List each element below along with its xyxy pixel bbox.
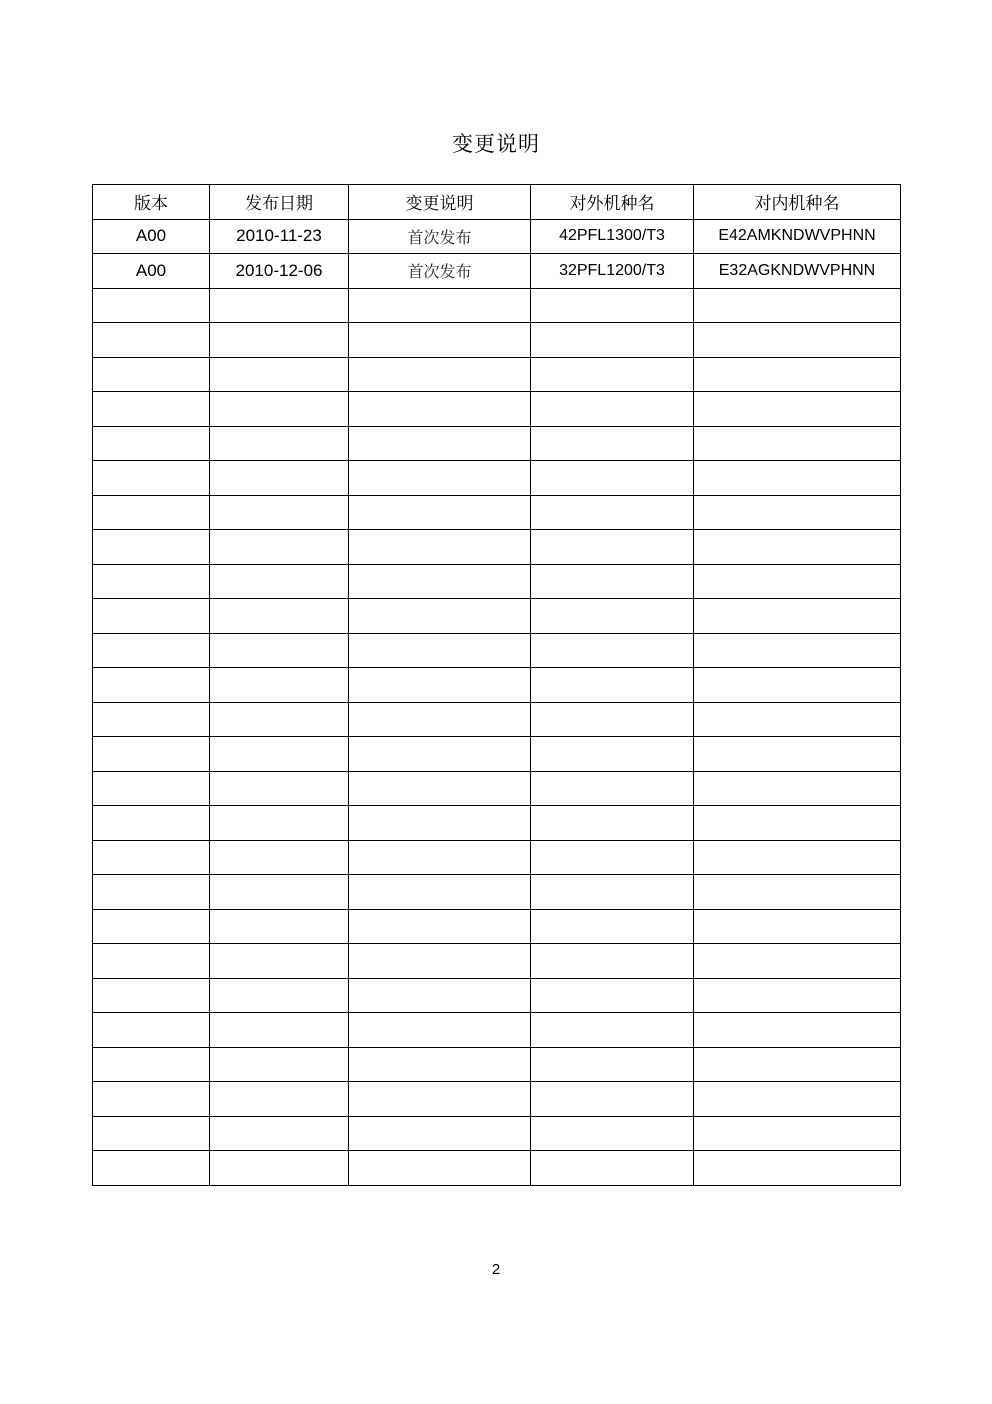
header-external-model: 对外机种名 (531, 185, 694, 220)
empty-cell (93, 392, 210, 427)
empty-cell (349, 909, 531, 944)
empty-table-row (93, 323, 901, 358)
empty-cell (694, 1082, 901, 1117)
empty-cell (93, 668, 210, 703)
empty-cell (210, 461, 349, 496)
empty-cell (694, 875, 901, 910)
empty-cell (694, 1047, 901, 1082)
empty-cell (694, 495, 901, 530)
empty-cell (210, 806, 349, 841)
empty-cell (694, 909, 901, 944)
cell-external-model: 32PFL1200/T3 (531, 254, 694, 289)
empty-cell (93, 495, 210, 530)
empty-cell (349, 1082, 531, 1117)
empty-cell (694, 806, 901, 841)
empty-cell (210, 495, 349, 530)
empty-cell (93, 1116, 210, 1151)
empty-table-row (93, 737, 901, 772)
empty-cell (694, 426, 901, 461)
empty-table-row (93, 357, 901, 392)
empty-cell (210, 944, 349, 979)
empty-cell (210, 875, 349, 910)
empty-cell (694, 392, 901, 427)
empty-table-row (93, 495, 901, 530)
empty-cell (210, 737, 349, 772)
empty-table-row (93, 1116, 901, 1151)
empty-cell (694, 978, 901, 1013)
empty-cell (531, 1116, 694, 1151)
empty-cell (210, 909, 349, 944)
empty-cell (694, 564, 901, 599)
table-row (93, 219, 901, 254)
empty-cell (210, 392, 349, 427)
empty-cell (531, 323, 694, 358)
empty-cell (93, 1151, 210, 1186)
empty-cell (531, 461, 694, 496)
empty-cell (531, 668, 694, 703)
empty-cell (349, 875, 531, 910)
empty-cell (349, 633, 531, 668)
empty-cell (531, 806, 694, 841)
empty-cell (349, 357, 531, 392)
empty-table-row (93, 1013, 901, 1048)
empty-cell (210, 288, 349, 323)
empty-cell (531, 771, 694, 806)
empty-cell (210, 978, 349, 1013)
empty-cell (210, 1151, 349, 1186)
empty-cell (531, 530, 694, 565)
empty-table-row (93, 806, 901, 841)
empty-cell (93, 323, 210, 358)
empty-cell (93, 875, 210, 910)
empty-cell (531, 1082, 694, 1117)
empty-cell (531, 702, 694, 737)
cell-version: A00 (93, 254, 210, 289)
empty-cell (210, 426, 349, 461)
change-log-table (92, 184, 901, 1186)
header-version: 版本 (93, 185, 210, 220)
empty-cell (349, 288, 531, 323)
empty-table-row (93, 633, 901, 668)
empty-cell (349, 564, 531, 599)
empty-cell (349, 978, 531, 1013)
empty-table-row (93, 564, 901, 599)
empty-cell (694, 461, 901, 496)
empty-cell (210, 1047, 349, 1082)
empty-cell (349, 737, 531, 772)
empty-table-row (93, 1151, 901, 1186)
cell-external-model: 42PFL1300/T3 (531, 219, 694, 254)
empty-cell (349, 461, 531, 496)
empty-cell (93, 1013, 210, 1048)
empty-cell (93, 1082, 210, 1117)
empty-cell (93, 530, 210, 565)
empty-cell (531, 737, 694, 772)
empty-table-row (93, 668, 901, 703)
empty-cell (93, 564, 210, 599)
empty-cell (349, 806, 531, 841)
empty-cell (349, 668, 531, 703)
empty-cell (210, 840, 349, 875)
empty-cell (349, 944, 531, 979)
empty-cell (210, 702, 349, 737)
empty-cell (531, 840, 694, 875)
empty-cell (531, 495, 694, 530)
empty-table-row (93, 944, 901, 979)
empty-table-row (93, 461, 901, 496)
empty-cell (531, 875, 694, 910)
empty-cell (210, 323, 349, 358)
empty-cell (93, 702, 210, 737)
header-change-description: 变更说明 (349, 185, 531, 220)
empty-cell (93, 1047, 210, 1082)
empty-table-row (93, 530, 901, 565)
empty-cell (531, 1013, 694, 1048)
empty-cell (531, 1151, 694, 1186)
page-number: 2 (491, 1261, 501, 1278)
empty-table-row (93, 978, 901, 1013)
empty-table-row (93, 909, 901, 944)
empty-cell (93, 633, 210, 668)
empty-cell (694, 357, 901, 392)
empty-cell (93, 978, 210, 1013)
empty-table-row (93, 1047, 901, 1082)
empty-cell (531, 599, 694, 634)
empty-cell (531, 564, 694, 599)
empty-cell (93, 426, 210, 461)
empty-table-row (93, 1082, 901, 1117)
empty-cell (93, 288, 210, 323)
empty-cell (694, 288, 901, 323)
empty-cell (349, 323, 531, 358)
empty-cell (694, 944, 901, 979)
empty-cell (531, 944, 694, 979)
empty-cell (694, 1013, 901, 1048)
cell-release-date: 2010-12-06 (210, 254, 349, 289)
empty-table-row (93, 426, 901, 461)
empty-cell (531, 288, 694, 323)
table-row (93, 254, 901, 289)
empty-cell (93, 909, 210, 944)
empty-cell (210, 633, 349, 668)
empty-table-row (93, 702, 901, 737)
empty-cell (93, 737, 210, 772)
empty-cell (349, 1116, 531, 1151)
cell-change-description: 首次发布 (349, 219, 531, 254)
empty-table-row (93, 771, 901, 806)
empty-cell (694, 530, 901, 565)
cell-change-description: 首次发布 (349, 254, 531, 289)
empty-table-row (93, 392, 901, 427)
empty-cell (694, 1116, 901, 1151)
empty-cell (531, 426, 694, 461)
empty-cell (93, 357, 210, 392)
header-internal-model: 对内机种名 (694, 185, 901, 220)
empty-table-row (93, 875, 901, 910)
cell-release-date: 2010-11-23 (210, 219, 349, 254)
empty-cell (93, 806, 210, 841)
empty-cell (93, 771, 210, 806)
empty-cell (349, 1047, 531, 1082)
empty-cell (349, 771, 531, 806)
empty-cell (93, 461, 210, 496)
cell-version: A00 (93, 219, 210, 254)
empty-cell (694, 771, 901, 806)
empty-cell (349, 1151, 531, 1186)
empty-cell (694, 323, 901, 358)
table-header-row (93, 185, 901, 220)
empty-cell (694, 737, 901, 772)
empty-cell (531, 392, 694, 427)
empty-table-row (93, 599, 901, 634)
empty-cell (93, 599, 210, 634)
empty-cell (349, 1013, 531, 1048)
empty-cell (694, 702, 901, 737)
empty-cell (210, 357, 349, 392)
empty-cell (694, 633, 901, 668)
empty-cell (694, 1151, 901, 1186)
empty-cell (210, 530, 349, 565)
empty-cell (349, 530, 531, 565)
header-release-date: 发布日期 (210, 185, 349, 220)
empty-table-row (93, 288, 901, 323)
empty-cell (210, 599, 349, 634)
empty-cell (349, 392, 531, 427)
empty-cell (694, 840, 901, 875)
empty-cell (349, 599, 531, 634)
empty-cell (349, 426, 531, 461)
empty-cell (694, 599, 901, 634)
empty-cell (210, 771, 349, 806)
empty-cell (694, 668, 901, 703)
page-title: 变更说明 (452, 132, 540, 156)
cell-internal-model: E32AGKNDWVPHNN (694, 254, 901, 289)
empty-cell (531, 909, 694, 944)
empty-table-row (93, 840, 901, 875)
empty-cell (210, 1013, 349, 1048)
empty-cell (531, 357, 694, 392)
empty-cell (531, 1047, 694, 1082)
empty-cell (210, 564, 349, 599)
empty-cell (349, 495, 531, 530)
cell-internal-model: E42AMKNDWVPHNN (694, 219, 901, 254)
empty-cell (531, 978, 694, 1013)
empty-cell (531, 633, 694, 668)
empty-cell (210, 1082, 349, 1117)
empty-cell (349, 840, 531, 875)
empty-cell (93, 840, 210, 875)
empty-cell (93, 944, 210, 979)
empty-cell (349, 702, 531, 737)
empty-cell (210, 668, 349, 703)
empty-cell (210, 1116, 349, 1151)
